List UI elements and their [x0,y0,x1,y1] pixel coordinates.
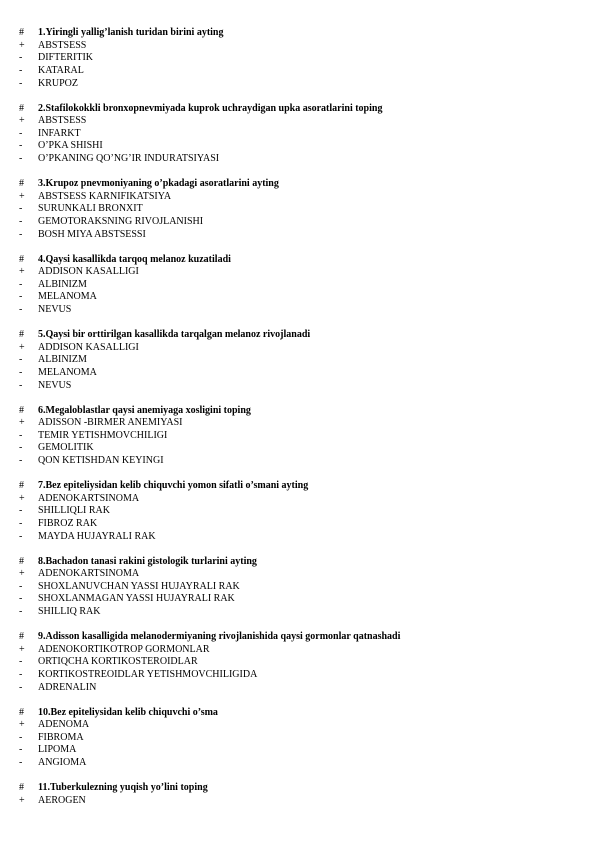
wrong-answer-marker: - [19,744,23,756]
answer-text: ADENOKORTIKOTROP GORMONLAR [38,643,210,655]
question-text: 7.Bez epiteliysidan kelib chiquvchi yomon sifatli o’smani ayting [38,480,309,491]
answer-option [19,342,596,355]
question-marker: # [19,706,24,718]
answer-option [19,757,596,770]
question-line [19,178,596,191]
question-line [19,329,596,342]
question-text: 1.Yiringli yallig’lanish turidan birini ayting [38,27,224,38]
question-block [19,782,596,807]
correct-answer-marker: + [19,417,25,429]
wrong-answer-marker: - [19,580,23,592]
question-marker: # [19,178,24,189]
question-block [19,329,596,392]
wrong-answer-marker: - [19,593,23,605]
answer-text: SHOXLANMAGAN YASSI HUJAYRALI RAK [38,593,235,605]
question-marker: # [19,253,24,265]
question-marker: # [19,27,24,38]
answer-text: ADRENALIN [38,681,97,693]
wrong-answer-marker: - [19,606,23,618]
answer-option [19,291,596,304]
wrong-answer-marker: - [19,52,23,64]
answer-text: ADDISON KASALLIGI [38,341,139,353]
wrong-answer-marker: - [19,140,23,152]
wrong-answer-marker: - [19,304,23,316]
correct-answer-marker: + [19,190,25,202]
question-line [19,480,596,493]
answer-text: DIFTERITIK [38,52,93,64]
wrong-answer-marker: - [19,64,23,76]
wrong-answer-marker: - [19,228,23,240]
correct-answer-marker: + [19,719,25,731]
answer-option [19,593,596,606]
wrong-answer-marker: - [19,215,23,227]
answer-option [19,65,596,78]
question-block [19,27,596,90]
wrong-answer-marker: - [19,681,23,693]
question-block [19,254,596,317]
wrong-answer-marker: - [19,757,23,769]
answer-option [19,493,596,506]
question-line [19,707,596,720]
answer-text: LIPOMA [38,744,77,756]
answer-option [19,417,596,430]
question-line [19,631,596,644]
answer-option [19,455,596,468]
answer-option [19,656,596,669]
question-block [19,556,596,619]
answer-option [19,128,596,141]
answer-option [19,430,596,443]
answer-option [19,191,596,204]
answer-text: SHOXLANUVCHAN YASSI HUJAYRALI RAK [38,580,240,592]
answer-option [19,644,596,657]
wrong-answer-marker: - [19,153,23,165]
correct-answer-marker: + [19,794,25,806]
question-text: 4.Qaysi kasallikda tarqoq melanoz kuzatiladi [38,253,231,265]
answer-option [19,279,596,292]
answer-option [19,581,596,594]
question-list [19,27,596,807]
answer-text: TEMIR YETISHMOVCHILIGI [38,429,168,441]
answer-text: BOSH MIYA ABSTSESSI [38,228,146,240]
question-marker: # [19,782,24,793]
answer-option [19,518,596,531]
answer-text: ADENOMA [38,719,90,731]
answer-text: AEROGEN [38,794,86,806]
question-line [19,405,596,418]
answer-text: FIBROMA [38,731,84,743]
wrong-answer-marker: - [19,278,23,290]
wrong-answer-marker: - [19,77,23,89]
answer-option [19,505,596,518]
answer-text: SHILLIQLI RAK [38,505,110,517]
question-marker: # [19,480,24,491]
wrong-answer-marker: - [19,455,23,467]
question-text: 5.Qaysi bir orttirilgan kasallikda tarqalgan melanoz rivojlanadi [38,329,311,340]
answer-option [19,153,596,166]
answer-option [19,669,596,682]
question-marker: # [19,329,24,340]
answer-option [19,795,596,808]
question-text: 10.Bez epiteliysidan kelib chiquvchi o’sma [38,706,218,718]
wrong-answer-marker: - [19,203,23,215]
answer-option [19,115,596,128]
question-text: 11.Tuberkulezning yuqish yo’lini toping [38,782,208,793]
answer-option [19,732,596,745]
answer-text: KRUPOZ [38,77,79,89]
correct-answer-marker: + [19,115,25,127]
question-block [19,631,596,694]
question-line [19,254,596,267]
answer-text: NEVUS [38,379,72,391]
answer-option [19,304,596,317]
answer-text: MAYDA HUJAYRALI RAK [38,530,156,542]
answer-text: ADENOKARTSINOMA [38,492,140,504]
answer-text: INFARKT [38,127,81,139]
question-marker: # [19,631,24,642]
answer-text: ABSTSESS KARNIFIKATSIYA [38,190,172,202]
question-line [19,782,596,795]
answer-text: MELANOMA [38,366,97,378]
wrong-answer-marker: - [19,366,23,378]
correct-answer-marker: + [19,266,25,278]
answer-option [19,606,596,619]
question-block [19,707,596,770]
question-line [19,103,596,116]
answer-option [19,40,596,53]
answer-text: QON KETISHDAN KEYINGI [38,455,164,467]
question-marker: # [19,102,24,114]
wrong-answer-marker: - [19,530,23,542]
wrong-answer-marker: - [19,731,23,743]
question-block [19,103,596,166]
answer-text: ADENOKARTSINOMA [38,568,140,580]
answer-text: O’PKA SHISHI [38,140,103,152]
answer-text: ABSTSESS [38,115,87,127]
answer-text: ADDISON KASALLIGI [38,266,139,278]
answer-option [19,140,596,153]
wrong-answer-marker: - [19,656,23,668]
answer-text: FIBROZ RAK [38,517,98,529]
answer-option [19,78,596,91]
answer-text: GEMOLITIK [38,442,94,454]
answer-option [19,568,596,581]
wrong-answer-marker: - [19,517,23,529]
question-block [19,405,596,468]
question-marker: # [19,555,24,567]
question-text: 8.Bachadon tanasi rakini gistologik turlarini ayting [38,555,257,567]
correct-answer-marker: + [19,643,25,655]
answer-option [19,229,596,242]
question-text: 3.Krupoz pnevmoniyaning o’pkadagi asoratlarini ayting [38,178,279,189]
answer-option [19,744,596,757]
answer-text: ADISSON -BIRMER ANEMIYASI [38,417,183,429]
answer-text: ANGIOMA [38,757,87,769]
question-text: 9.Adisson kasalligida melanodermiyaning rivojlanishida qaysi gormonlar qatnashadi [38,631,401,642]
question-line [19,556,596,569]
answer-option [19,682,596,695]
answer-text: GEMOTORAKSNING RIVOJLANISHI [38,215,204,227]
answer-text: SHILLIQ RAK [38,606,101,618]
wrong-answer-marker: - [19,127,23,139]
answer-text: NEVUS [38,304,72,316]
answer-option [19,442,596,455]
question-line [19,27,596,40]
answer-option [19,531,596,544]
question-text: 2.Stafilokokkli bronxopnevmiyada kuprok uchraydigan upka asoratlarini toping [38,102,383,114]
answer-text: ABSTSESS [38,39,87,51]
answer-text: KORTIKOSTREOIDLAR YETISHMOVCHILIGIDA [38,668,258,680]
correct-answer-marker: + [19,39,25,51]
wrong-answer-marker: - [19,429,23,441]
wrong-answer-marker: - [19,354,23,366]
answer-option [19,354,596,367]
wrong-answer-marker: - [19,379,23,391]
question-block [19,480,596,543]
answer-option [19,719,596,732]
wrong-answer-marker: - [19,668,23,680]
answer-option [19,266,596,279]
answer-text: MELANOMA [38,291,97,303]
correct-answer-marker: + [19,568,25,580]
answer-option [19,367,596,380]
answer-option [19,216,596,229]
question-text: 6.Megaloblastlar qaysi anemiyaga xosligini toping [38,404,251,416]
answer-option [19,203,596,216]
answer-text: ALBINIZM [38,278,87,290]
wrong-answer-marker: - [19,442,23,454]
correct-answer-marker: + [19,341,25,353]
wrong-answer-marker: - [19,291,23,303]
question-block [19,178,596,241]
question-marker: # [19,404,24,416]
answer-text: O’PKANING QO’NG’IR INDURATSIYASI [38,153,220,165]
answer-text: ALBINIZM [38,354,87,366]
answer-text: SURUNKALI BRONXIT [38,203,143,215]
answer-option [19,52,596,65]
wrong-answer-marker: - [19,505,23,517]
answer-text: KATARAL [38,64,84,76]
correct-answer-marker: + [19,492,25,504]
answer-text: ORTIQCHA KORTIKOSTEROIDLAR [38,656,198,668]
answer-option [19,380,596,393]
